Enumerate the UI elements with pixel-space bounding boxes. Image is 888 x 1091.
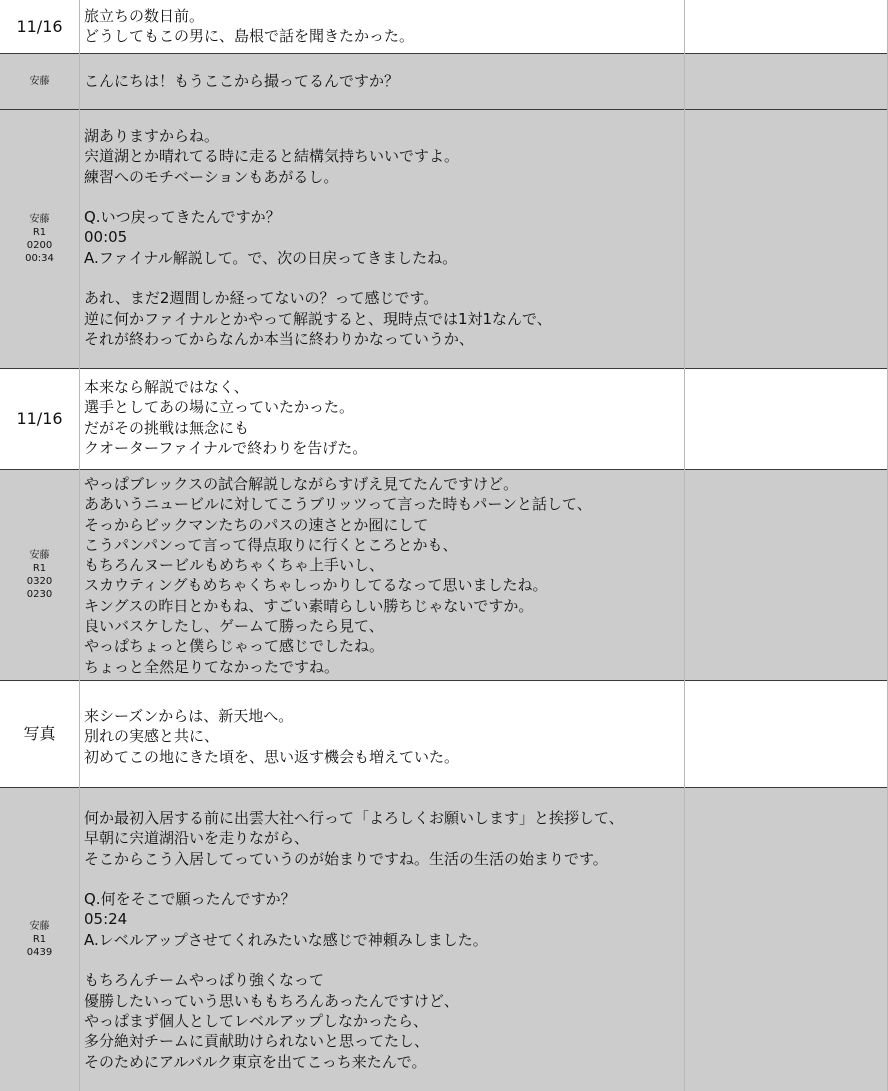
column-divider: [684, 0, 685, 1091]
row-label: 写真: [23, 724, 56, 743]
row-note: [686, 54, 888, 109]
row-text: やっぱブレックスの試合解説しながらすげえ見てたんですけど。 ああいうニュービルに対してこうブリッツって言った時もパーンと話して、 そっからビックマンたちのパスの速さとか囮にして こうパンパンって言って得点取りに行くところとかも、 もちろんヌービルもめちゃくちゃ上手いし、 スカウティングもめちゃくちゃしっかりしてるなって思いましたね。 キングスの昨日とかもね、すごい素晴らしい勝ちじゃないですか。 良いバスケしたし、ゲームて勝ったら見て、 やっぱちょっと僕らじゃって感じでしたね。 ちょっと全然足りてなかったですね。: [84, 475, 592, 676]
row-text: 本来なら解説ではなく、 選手としてあの場に立っていたかった。 だがその挑戦は無念にも クオーターファイナルで終わりを告げた。: [84, 378, 368, 457]
table-row: [0, 470, 888, 680]
table-row: [0, 54, 888, 109]
row-text: 何か最初入居する前に出雲大社へ行って「よろしくお願いします」と挨拶して、 早朝に宍道湖沿いを走りながら、 そこからこう入居してっていうのが始まりですね。生活の生活の始まりです。 Q.何をそこで願ったんですか？ 05:24 A.レベルアップさせてくれみたいな感じで神頼みしました。 もちろんチームやっぱり強くなって 優勝したいっていう思いももちろんあったんですけど、 やっぱまず個人としてレベルアップしなかったら、 多分絶対チームに貢献助けられないと思ってたし、 そのためにアルバルク東京を出てこっち来たんで。: [84, 809, 624, 1071]
table-row: [0, 369, 888, 469]
row-text: こんにちは！もうここから撮ってるんですか？: [84, 72, 400, 90]
row-label: 安藤: [29, 76, 50, 87]
row-text: 来シーズンからは、新天地へ。 別れの実感と共に、 初めてこの地にきた頃を、思い返す機会も増えていた。: [84, 707, 460, 766]
row-label: 安藤 R1 0320 0230: [26, 550, 53, 600]
table-row: [0, 681, 888, 787]
row-note: [686, 0, 888, 53]
row-note: [686, 788, 888, 1091]
column-divider: [79, 0, 80, 1091]
table-row: [0, 788, 888, 1091]
row-text: 旅立ちの数日前。 どうしてもこの男に、島根で話を聞きたかった。: [84, 7, 415, 46]
row-note: [686, 369, 888, 469]
row-label: 11/16: [16, 16, 63, 36]
table-row: [0, 110, 888, 368]
row-note: [686, 110, 888, 368]
row-text: 湖ありますからね。 宍道湖とか晴れてる時に走ると結構気持ちいいですよ。 練習へのモチベーションもあがるし。 Q.いつ戻ってきたんですか？ 00:05 A.ファイナル解説して。で、次の日戻ってきましたね。 あれ、まだ2週間しか経ってないの？って感じです。 逆に何かファイナルとかやって解説すると、現時点では1対1なんで、 それが終わってからなんか本当に終わりかなっていうか、: [84, 127, 552, 348]
row-label: 11/16: [16, 409, 63, 428]
row-note: [686, 470, 888, 680]
row-note: [686, 681, 888, 787]
row-label: 安藤 R1 0200 00:34: [25, 214, 54, 264]
row-label: 安藤 R1 0439: [26, 921, 53, 958]
table-row: [0, 0, 888, 53]
